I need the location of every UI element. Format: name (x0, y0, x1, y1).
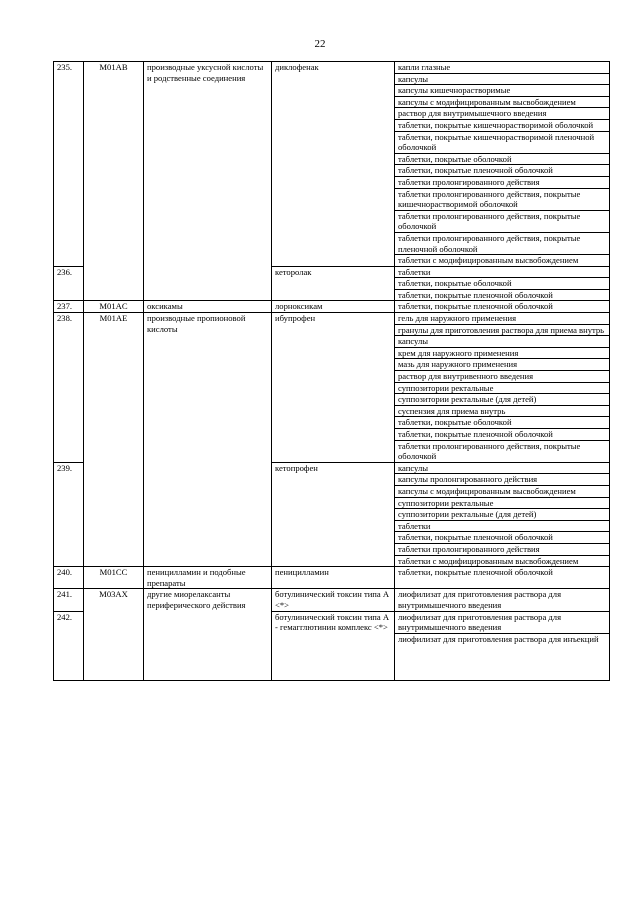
drug-name: ботулинический токсин типа A <*> (272, 589, 395, 611)
dosage-form: капсулы (395, 336, 610, 348)
dosage-form: таблетки, покрытые пленочной оболочкой (395, 429, 610, 441)
dosage-form: капсулы (395, 73, 610, 85)
drug-name: лорноксикам (272, 301, 395, 313)
dosage-form: таблетки (395, 266, 610, 278)
dosage-form: таблетки (395, 520, 610, 532)
atc-code: M03AX (84, 589, 144, 680)
drug-name: диклофенак (272, 62, 395, 267)
table-row (54, 567, 610, 589)
drug-name: пеницилламин (272, 567, 395, 589)
dosage-form: капсулы с модифицированным высвобождением (395, 485, 610, 497)
pharmacological-group: производные уксусной кислоты и родственные соединения (144, 62, 272, 301)
drug-name: кеторолак (272, 266, 395, 301)
dosage-form: таблетки, покрытые пленочной оболочкой (395, 532, 610, 544)
dosage-form: суппозитории ректальные (395, 382, 610, 394)
dosage-form: таблетки, покрытые пленочной оболочкой (395, 567, 610, 589)
drug-name: ибупрофен (272, 313, 395, 463)
table-row (54, 313, 610, 325)
dosage-form: раствор для внутривенного введения (395, 371, 610, 383)
dosage-form: капсулы пролонгированного действия (395, 474, 610, 486)
dosage-form: суппозитории ректальные (для детей) (395, 509, 610, 521)
drug-name: ботулинический токсин типа A - гемагглютинин комплекс <*> (272, 611, 395, 680)
table-row (54, 301, 610, 313)
dosage-form: таблетки, покрытые оболочкой (395, 417, 610, 429)
dosage-form: капсулы с модифицированным высвобождением (395, 96, 610, 108)
dosage-form: таблетки, покрытые оболочкой (395, 153, 610, 165)
table-row (54, 62, 610, 74)
dosage-form: таблетки, покрытые пленочной оболочкой (395, 289, 610, 301)
atc-code: M01AC (84, 301, 144, 313)
dosage-form: гранулы для приготовления раствора для приема внутрь (395, 324, 610, 336)
dosage-form: таблетки пролонгированного действия, покрытые оболочкой (395, 210, 610, 232)
dosage-form: таблетки с модифицированным высвобождением (395, 255, 610, 267)
dosage-form: лиофилизат для приготовления раствора для инъекций (395, 633, 610, 680)
dosage-form: капсулы (395, 462, 610, 474)
atc-code: M01AB (84, 62, 144, 301)
dosage-form: капли глазные (395, 62, 610, 74)
dosage-form: раствор для внутримышечного введения (395, 108, 610, 120)
pharmacological-group: производные пропионовой кислоты (144, 313, 272, 567)
dosage-form: суспензия для приема внутрь (395, 405, 610, 417)
row-number: 236. (54, 266, 84, 301)
dosage-form: таблетки, покрытые кишечнорастворимой пленочной оболочкой (395, 131, 610, 153)
dosage-form: таблетки пролонгированного действия (395, 543, 610, 555)
dosage-form: таблетки, покрытые оболочкой (395, 278, 610, 290)
atc-code: M01CC (84, 567, 144, 589)
dosage-form: гель для наружного применения (395, 313, 610, 325)
dosage-form: таблетки пролонгированного действия, покрытые пленочной оболочкой (395, 232, 610, 254)
dosage-form: суппозитории ректальные (для детей) (395, 394, 610, 406)
medicines-table (53, 61, 610, 681)
row-number: 238. (54, 313, 84, 463)
dosage-form: крем для наружного применения (395, 347, 610, 359)
atc-code: M01AE (84, 313, 144, 567)
pharmacological-group: другие миорелаксанты периферического действия (144, 589, 272, 680)
row-number: 237. (54, 301, 84, 313)
page-number: 22 (314, 38, 326, 50)
dosage-form: мазь для наружного применения (395, 359, 610, 371)
dosage-form: капсулы кишечнорастворимые (395, 85, 610, 97)
pharmacological-group: пеницилламин и подобные препараты (144, 567, 272, 589)
row-number: 242. (54, 611, 84, 680)
row-number: 239. (54, 462, 84, 566)
pharmacological-group: оксикамы (144, 301, 272, 313)
drug-name: кетопрофен (272, 462, 395, 566)
dosage-form: лиофилизат для приготовления раствора для внутримышечного введения (395, 589, 610, 611)
dosage-form: таблетки, покрытые кишечнорастворимой оболочкой (395, 119, 610, 131)
dosage-form: таблетки пролонгированного действия (395, 176, 610, 188)
dosage-form: таблетки, покрытые пленочной оболочкой (395, 165, 610, 177)
dosage-form: таблетки пролонгированного действия, покрытые кишечнорастворимой оболочкой (395, 188, 610, 210)
row-number: 235. (54, 62, 84, 267)
dosage-form: суппозитории ректальные (395, 497, 610, 509)
row-number: 240. (54, 567, 84, 589)
dosage-form: таблетки, покрытые пленочной оболочкой (395, 301, 610, 313)
dosage-form: таблетки с модифицированным высвобождением (395, 555, 610, 567)
row-number: 241. (54, 589, 84, 611)
dosage-form: таблетки пролонгированного действия, покрытые оболочкой (395, 440, 610, 462)
table-row (54, 589, 610, 611)
dosage-form: лиофилизат для приготовления раствора для внутримышечного введения (395, 611, 610, 633)
